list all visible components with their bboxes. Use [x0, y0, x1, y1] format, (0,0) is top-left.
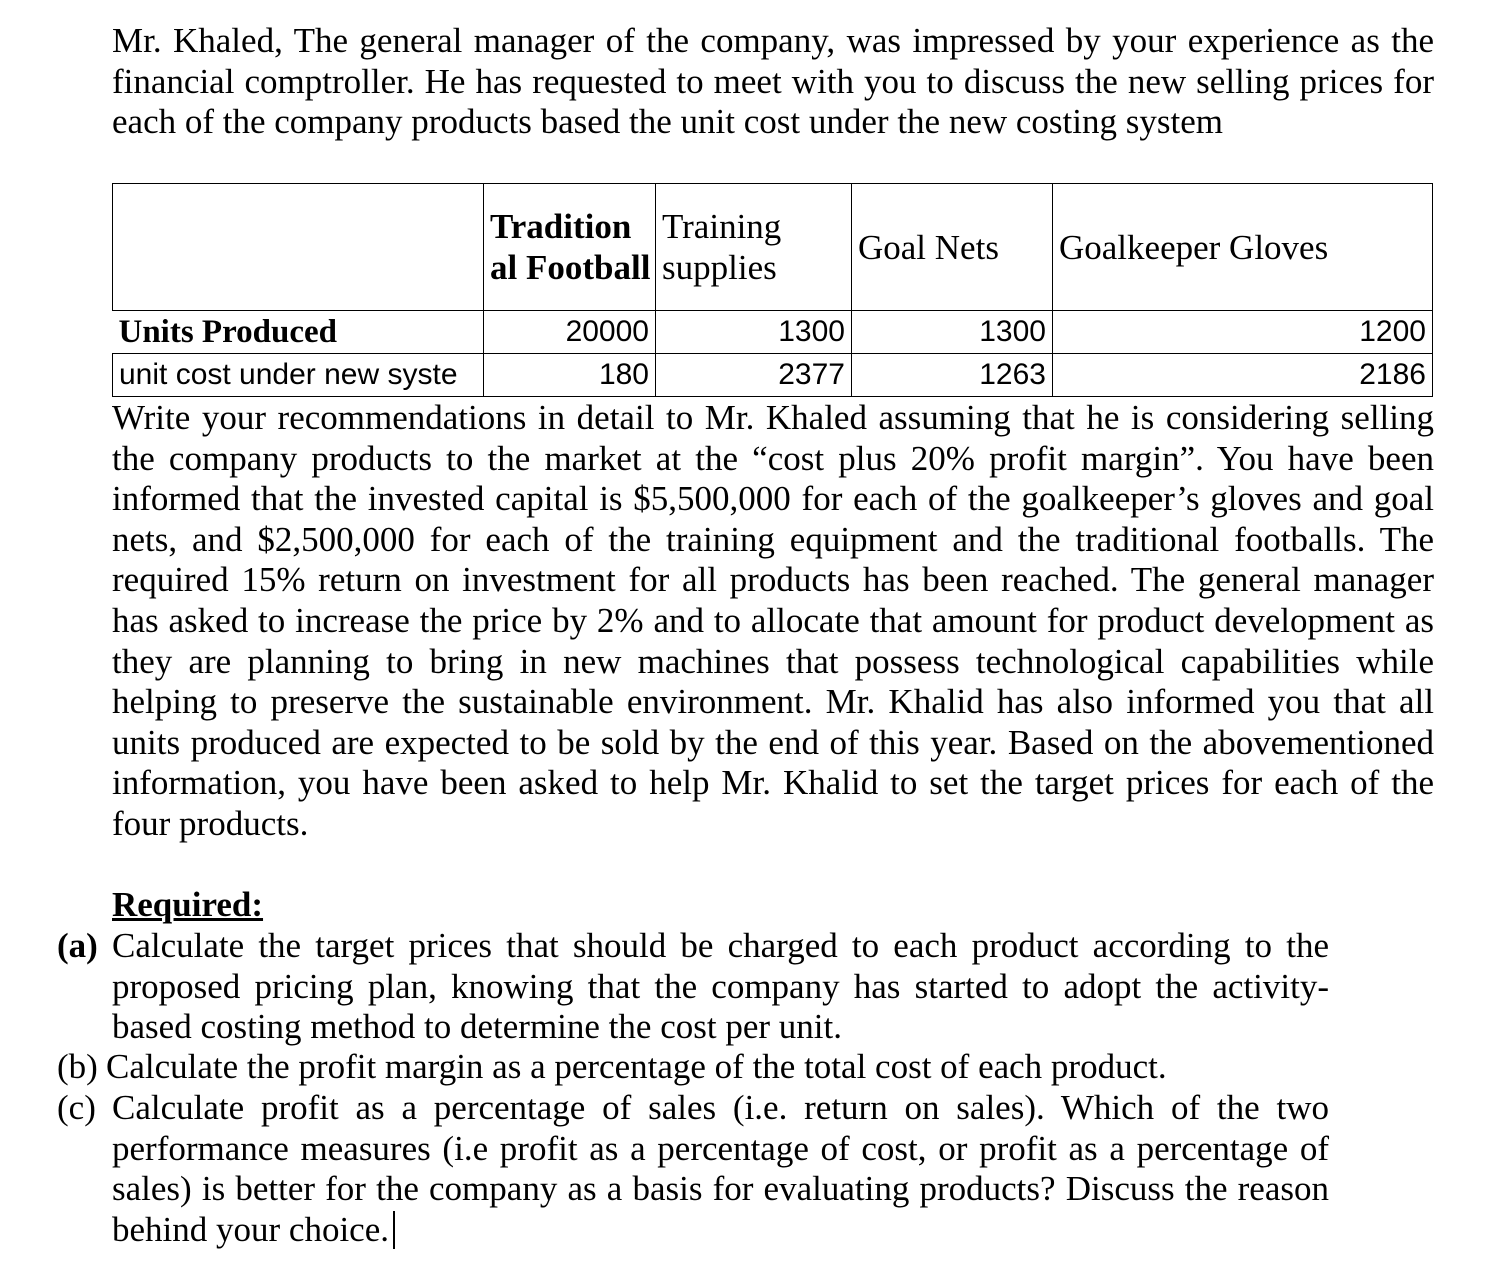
table-cell: 1300	[656, 311, 852, 354]
required-item-a	[57, 926, 1329, 1048]
intro-paragraph: Mr. Khaled, The general manager of the company, was impressed by your experience as the financial comptroller. He has requested to meet with you to discuss the new selling prices for each of the company products based the unit cost under the new costing system	[112, 21, 1434, 142]
required-item-c	[57, 1088, 1329, 1250]
table-row	[113, 354, 1433, 397]
item-text: Calculate profit as a percentage of sales (i.e. return on sales). Which of the two performance measures (i.e profit as a percentage of cost, or profit as a percentage of sales) is better for the company as a basis for evaluating products? Discuss the reason behind your choice.	[112, 1088, 1329, 1249]
instructions-paragraph: Write your recommendations in detail to Mr. Khaled assuming that he is considering selling the company products to the market at the “cost plus 20% profit margin”. You have been informed that the invested capital is $5,500,000 for each of the goalkeeper’s gloves and goal nets, and $2,500,000 for each of the training equipment and the traditional footballs. The required 15% return on investment for all products has been reached. The general manager has asked to increase the price by 2% and to allocate that amount for product development as they are planning to bring in new machines that possess technological capabilities while helping to preserve the sustainable environment. Mr. Khalid has also informed you that all units produced are expected to be sold by the end of this year. Based on the abovementioned information, you have been asked to help Mr. Khalid to set the target prices for each of the four products.	[112, 398, 1434, 843]
item-marker: (c)	[57, 1088, 96, 1127]
table-row	[113, 311, 1433, 354]
row-label-unit-cost: unit cost under new syste	[113, 354, 484, 397]
row-label-units-produced: Units Produced	[113, 311, 484, 354]
header-traditional-football: Tradition al Football	[484, 184, 656, 311]
required-heading: Required:	[112, 885, 264, 924]
header-empty-cell	[113, 184, 484, 311]
table-cell: 1200	[1053, 311, 1433, 354]
table-cell: 1263	[852, 354, 1053, 397]
header-training-supplies: Training supplies	[656, 184, 852, 311]
item-text-wrapper	[112, 1088, 1329, 1250]
item-text: Calculate the target prices that should be charged to each product according to the proposed pricing plan, knowing that the company has started to adopt the activity-based costing method to determine the cost per unit.	[112, 926, 1329, 1047]
table-cell: 2186	[1053, 354, 1433, 397]
table-cell: 20000	[484, 311, 656, 354]
header-goalkeeper-gloves: Goalkeeper Gloves	[1053, 184, 1433, 311]
item-marker: (b)	[57, 1047, 98, 1086]
table-cell: 180	[484, 354, 656, 397]
table-cell: 1300	[852, 311, 1053, 354]
item-text: Calculate the profit margin as a percentage of the total cost of each product.	[106, 1047, 1167, 1086]
text-cursor[interactable]	[393, 1211, 395, 1249]
header-goal-nets: Goal Nets	[852, 184, 1053, 311]
table-header-row	[113, 184, 1433, 311]
item-marker: (a)	[57, 926, 98, 965]
product-cost-table	[112, 183, 1433, 397]
table-cell: 2377	[656, 354, 852, 397]
required-item-b	[57, 1047, 1329, 1088]
